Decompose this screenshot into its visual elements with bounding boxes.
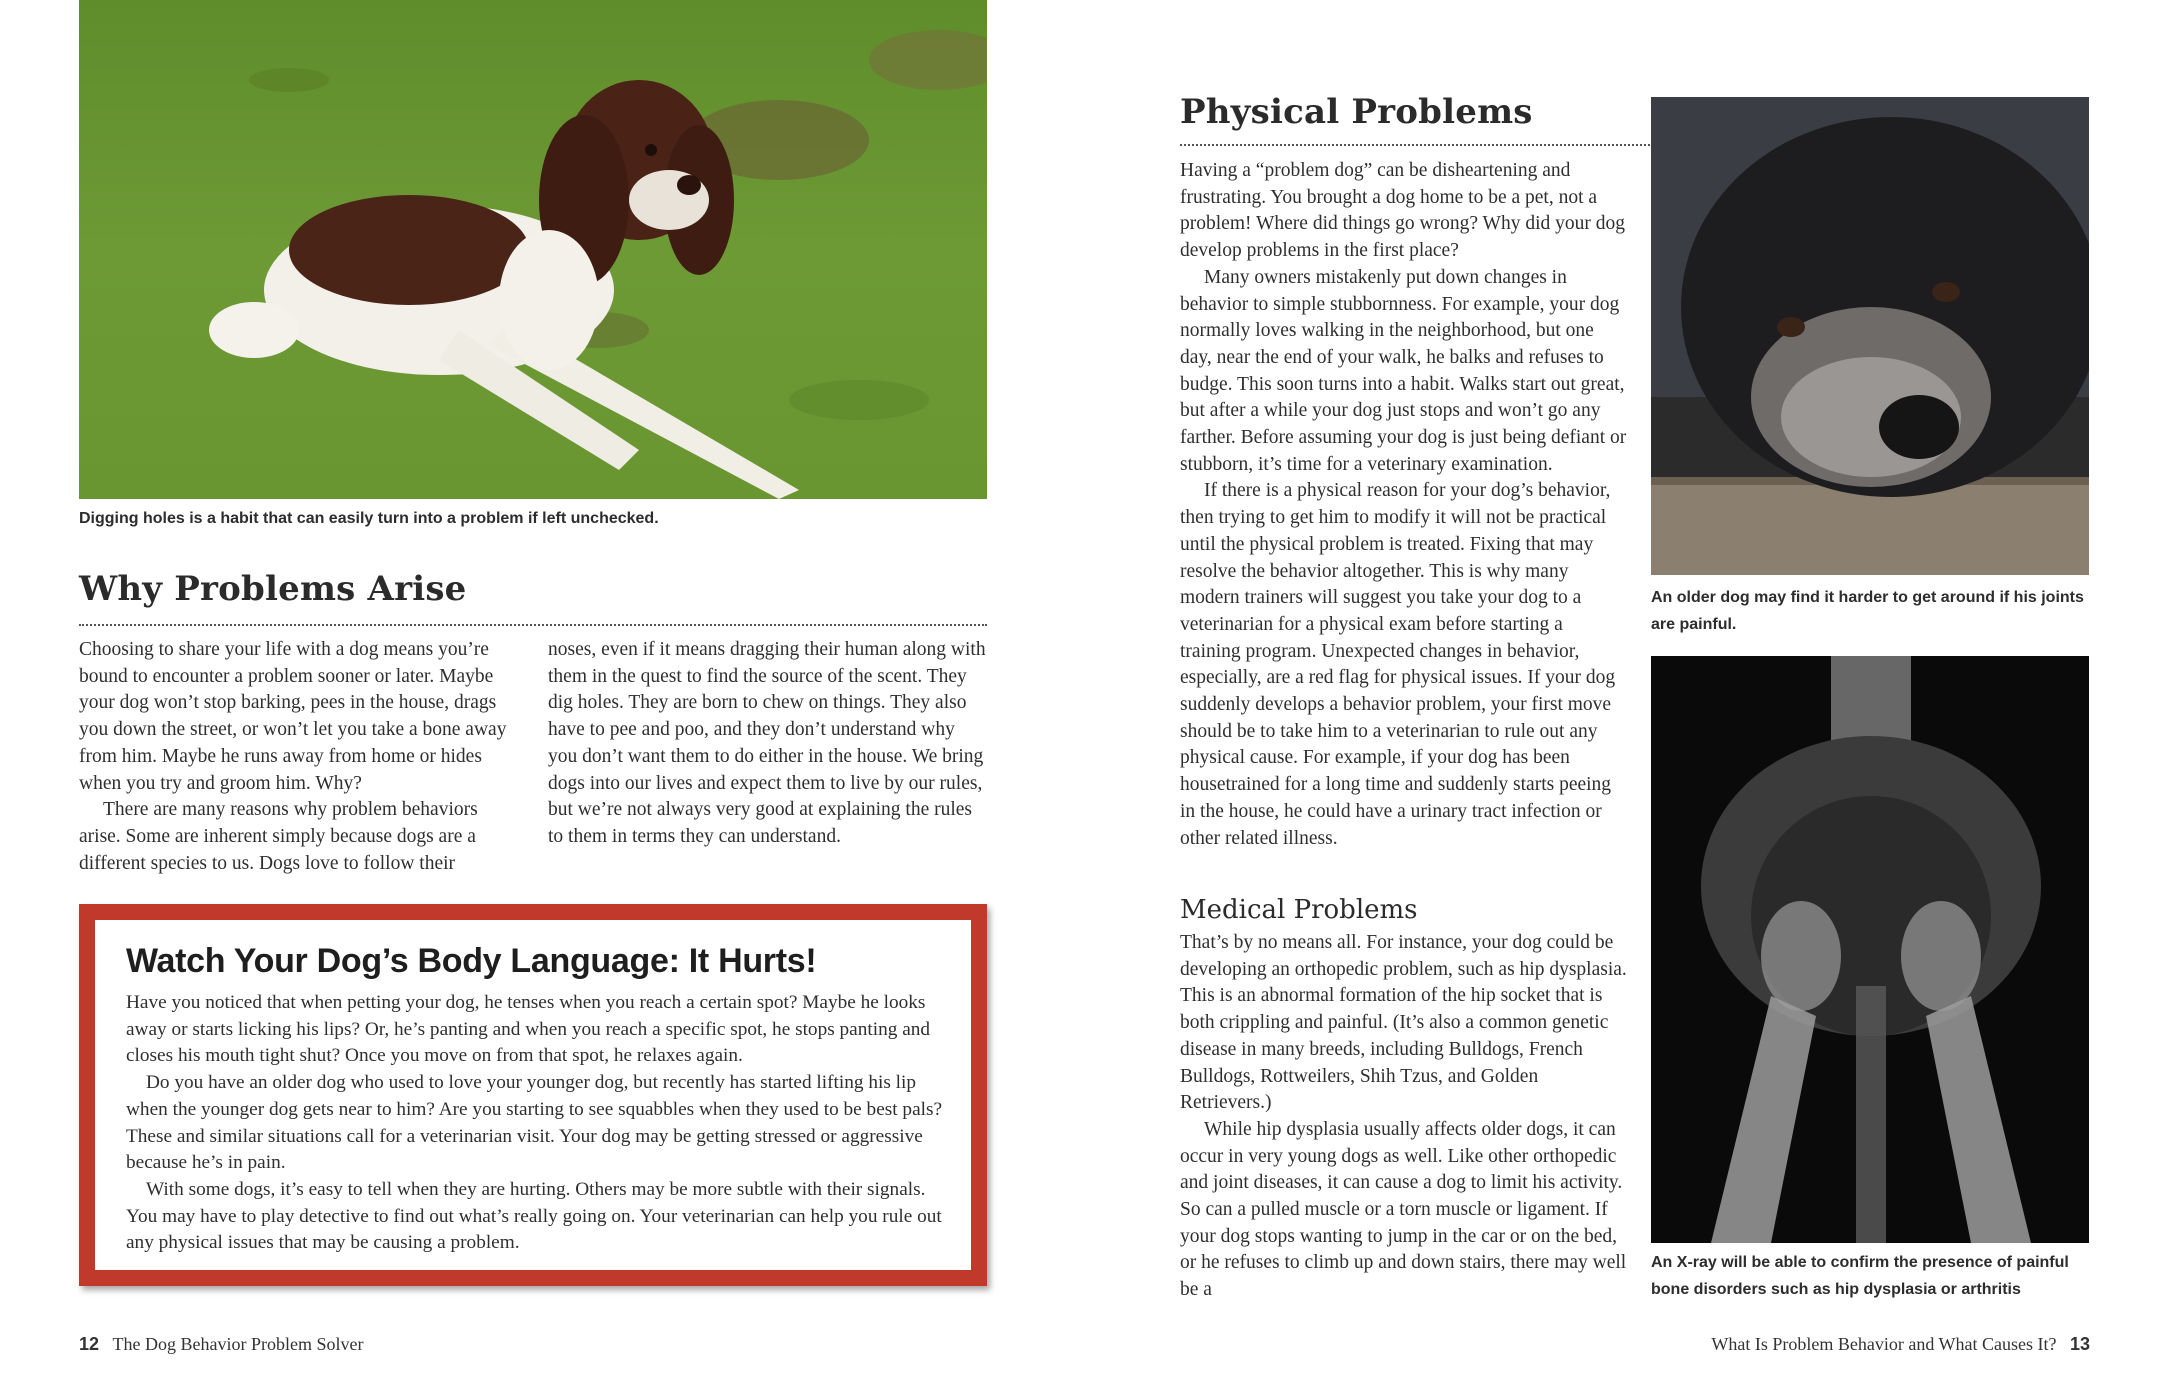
heading-rule-left [79, 624, 987, 626]
sidebar-text [126, 990, 946, 1257]
body-language-sidebar [79, 904, 987, 1286]
medical-column [1180, 930, 1628, 1304]
book-title: The Dog Behavior Problem Solver [112, 1334, 364, 1354]
xray-caption: An X-ray will be able to confirm the presence of painful bone disorders such as hip dysplasia or arthritis [1651, 1254, 2069, 1298]
page-number: 12 [79, 1334, 100, 1354]
paragraph: That’s by no means all. For instance, your dog could be developing an orthopedic problem, such as hip dysplasia. This is an abnormal formation of the hip socket that is both crippling and painful. (It’s also a common genetic disease in many breeds, including Bulldogs, French Bulldogs, Rottweilers, Shih Tzus, and Golden Retrievers.) [1180, 932, 1627, 1114]
left-column-1 [79, 637, 524, 877]
sidebar-panel [95, 920, 971, 1270]
paragraph: Do you have an older dog who used to love your younger dog, but recently has started lifting his lip when the younger dog gets near to him? Are you starting to see squabbles when they used to be best pals? These and similar situations call for a veterinarian visit. Your dog may be getting stressed or aggressive because he’s in pain. [126, 1072, 943, 1174]
why-problems-heading: Why Problems Arise [79, 569, 467, 609]
sidebar-title: Watch Your Dog’s Body Language: It Hurts! [126, 942, 817, 980]
paragraph: With some dogs, it’s easy to tell when they are hurting. Others may be more subtle with their signals. You may have to play detective to find out what’s really going on. Your veterinarian can help you rule out any physical issues that may be causing a problem. [126, 1178, 942, 1254]
page-number: 13 [2069, 1334, 2090, 1354]
paragraph: If there is a physical reason for your dog’s behavior, then trying to get him to modify it will not be practical until the physical problem is treated. Fixing that may resolve the behavior altogether. This is why many modern trainers will suggest you take your dog to a veterinarian for a physical exam before starting a training program. Unexpected changes in behavior, especially, are a red flag for physical issues. If your dog suddenly develops a behavior problem, your first move should be to take him to a veterinarian to rule out any physical cause. For example, if your dog has been housetrained for a long time and suddenly starts peeing in the house, he could have a urinary tract infection or other related illness. [1180, 480, 1616, 849]
chapter-title: What Is Problem Behavior and What Causes It? [1711, 1334, 2057, 1354]
paragraph: noses, even if it means dragging their human along with them in the quest to find the source of the scent. They dig holes. They are born to chew on things. They also have to pee and poo, and they don’t understand why you don’t want them to do either in the house. We bring dogs into our lives and expect them to live by our rules, but we’re not always very good at explaining the rules to them in terms they can understand. [548, 639, 986, 847]
paragraph: Having a “problem dog” can be disheartening and frustrating. You brought a dog home to be a pet, not a problem! Where did things go wrong? Why did your dog develop problems in the first place? [1180, 160, 1625, 262]
paragraph: Many owners mistakenly put down changes in behavior to simple stubbornness. For example, your dog normally loves walking in the neighborhood, but one day, near the end of your walk, he balks and refuses to budge. This soon turns into a habit. Walks start out great, but after a while your dog just stops and won’t go any farther. Before assuming your dog is just being defiant or stubborn, it’s time for a veterinary examination. [1180, 266, 1627, 475]
paragraph: Choosing to share your life with a dog means you’re bound to encounter a problem sooner or later. Maybe your dog won’t stop barking, pees in the house, drags you down the street, or won’t let you take a bone away from him. Maybe he runs away from home or hides when you try and groom him. Why? [79, 639, 507, 794]
spaniel-photo-caption: Digging holes is a habit that can easily turn into a problem if left unchecked. [79, 510, 659, 527]
paragraph: Have you noticed that when petting your dog, he tenses when you reach a certain spot? Maybe he looks away or starts licking his lips? Or, he’s panting and when you reach a specific spot, he stops panting and closes his mouth tight shut? Once you move on from that spot, he relaxes again. [126, 992, 931, 1067]
paragraph: There are many reasons why problem behaviors arise. Some are inherent simply because dogs are a different species to us. Dogs love to follow their [79, 799, 478, 874]
spaniel-photo [79, 0, 987, 499]
medical-problems-heading: Medical Problems [1180, 895, 1418, 925]
left-column-2 [548, 637, 988, 851]
paragraph: While hip dysplasia usually affects older dogs, it can occur in very young dogs as well. Like other orthopedic and joint diseases, it can cause a dog to limit his activity. So can a pulled muscle or a torn muscle or ligament. If your dog stops wanting to jump in the car or on the bed, or he refuses to climb up and down stairs, there may well be a [1180, 1118, 1627, 1301]
heading-rule-right [1180, 144, 1650, 146]
left-folio [79, 1334, 364, 1355]
older-dog-photo [1651, 97, 2089, 575]
xray-photo [1651, 656, 2089, 1243]
physical-problems-heading: Physical Problems [1180, 92, 1533, 132]
older-dog-caption: An older dog may find it harder to get around if his joints are painful. [1651, 589, 2084, 633]
right-folio [1711, 1334, 2090, 1355]
right-column [1180, 158, 1628, 852]
